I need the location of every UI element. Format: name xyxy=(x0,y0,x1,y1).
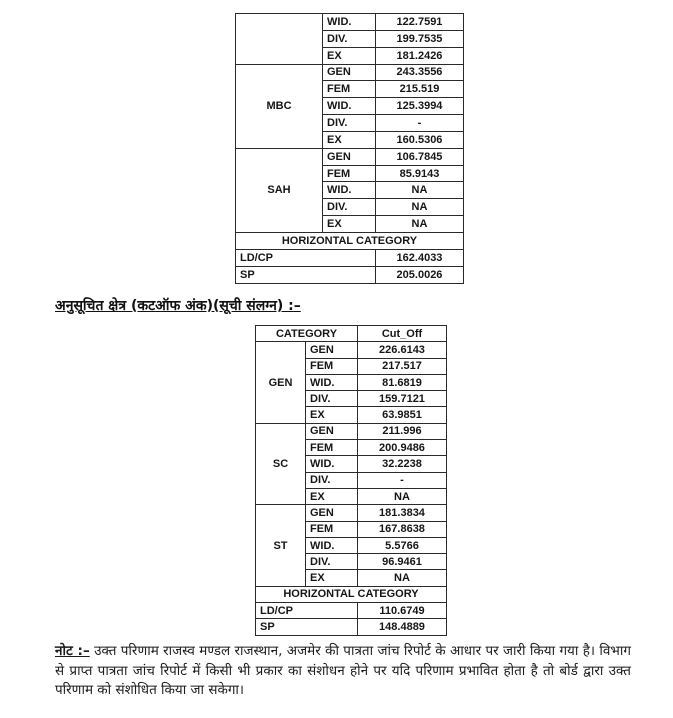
category-cell-st: ST xyxy=(256,505,306,586)
table-row xyxy=(236,14,464,31)
subcategory-cell: GEN xyxy=(323,64,376,81)
subcategory-cell: GEN xyxy=(306,423,358,439)
note-text: उक्त परिणाम राजस्व मण्डल राजस्थान, अजमेर की पात्रता जांच रिपोर्ट के आधार पर जारी किया गया है। विभाग से प्राप्त पात्रता जांच रिपोर्ट में किसी भी प्रकार का संशोधन होने पर यदि परिणाम प्रभावित होता है तो बोर्ड द्वारा उक्त परिणाम को संशोधित किया जा सकेगा। xyxy=(55,643,631,698)
value-cell: NA xyxy=(358,488,447,504)
value-cell: 81.6819 xyxy=(358,374,447,390)
category-cell-sah: SAH xyxy=(236,148,323,232)
subcategory-cell: EX xyxy=(323,131,376,148)
subcategory-cell: WID. xyxy=(306,456,358,472)
subcategory-cell: EX xyxy=(323,216,376,233)
subcategory-cell: EX xyxy=(323,47,376,64)
horizontal-label-cell: LD/CP xyxy=(236,249,376,266)
subcategory-cell: DIV. xyxy=(323,30,376,47)
table-row xyxy=(256,423,447,439)
value-cell: 63.9851 xyxy=(358,407,447,423)
value-cell: 215.519 xyxy=(376,81,464,98)
subcategory-cell: FEM xyxy=(306,521,358,537)
subcategory-cell: WID. xyxy=(323,14,376,31)
value-cell: 148.4889 xyxy=(358,619,447,635)
value-cell: 199.7535 xyxy=(376,30,464,47)
value-cell: 167.8638 xyxy=(358,521,447,537)
value-cell: 217.517 xyxy=(358,358,447,374)
value-cell: 205.0026 xyxy=(376,266,464,283)
value-cell: NA xyxy=(376,216,464,233)
subcategory-cell: WID. xyxy=(323,182,376,199)
value-cell: 125.3994 xyxy=(376,98,464,115)
horizontal-label-cell: LD/CP xyxy=(256,603,358,619)
value-cell: 181.2426 xyxy=(376,47,464,64)
table-row xyxy=(256,342,447,358)
subcategory-cell: FEM xyxy=(323,81,376,98)
value-cell: - xyxy=(376,115,464,132)
subcategory-cell: FEM xyxy=(306,358,358,374)
value-cell: NA xyxy=(376,182,464,199)
subcategory-cell: DIV. xyxy=(323,115,376,132)
value-cell: 200.9486 xyxy=(358,440,447,456)
subcategory-cell: DIV. xyxy=(323,199,376,216)
subcategory-cell: DIV. xyxy=(306,391,358,407)
note-paragraph xyxy=(55,642,631,701)
cutoff-column-header: Cut_Off xyxy=(358,326,447,342)
subcategory-cell: GEN xyxy=(306,342,358,358)
category-cell-sc: SC xyxy=(256,423,306,504)
horizontal-category-header: HORIZONTAL CATEGORY xyxy=(236,232,464,249)
value-cell: 226.6143 xyxy=(358,342,447,358)
cutoff-table-upper xyxy=(235,13,464,284)
horizontal-category-header: HORIZONTAL CATEGORY xyxy=(256,586,447,602)
value-cell: 159.7121 xyxy=(358,391,447,407)
table-row xyxy=(236,232,464,249)
table-row xyxy=(256,505,447,521)
subcategory-cell: WID. xyxy=(306,374,358,390)
value-cell: 5.5766 xyxy=(358,537,447,553)
horizontal-label-cell: SP xyxy=(236,266,376,283)
category-cell-mbc: MBC xyxy=(236,64,323,148)
subcategory-cell: GEN xyxy=(323,148,376,165)
section-heading: अनुसूचित क्षेत्र (कटऑफ अंक)(सूची संलग्न) :– xyxy=(55,298,301,314)
subcategory-cell: FEM xyxy=(323,165,376,182)
table-row xyxy=(236,148,464,165)
value-cell: 243.3556 xyxy=(376,64,464,81)
value-cell: 106.7845 xyxy=(376,148,464,165)
value-cell: 85.9143 xyxy=(376,165,464,182)
value-cell: NA xyxy=(358,570,447,586)
subcategory-cell: DIV. xyxy=(306,472,358,488)
subcategory-cell: GEN xyxy=(306,505,358,521)
table-row xyxy=(256,619,447,635)
value-cell: 181.3834 xyxy=(358,505,447,521)
value-cell: - xyxy=(358,472,447,488)
table-row xyxy=(236,266,464,283)
subcategory-cell: WID. xyxy=(306,537,358,553)
table-row xyxy=(256,586,447,602)
table-row xyxy=(256,603,447,619)
horizontal-label-cell: SP xyxy=(256,619,358,635)
category-column-header: CATEGORY xyxy=(256,326,358,342)
value-cell: 160.5306 xyxy=(376,131,464,148)
table-header-row xyxy=(256,326,447,342)
subcategory-cell: EX xyxy=(306,407,358,423)
value-cell: 211.996 xyxy=(358,423,447,439)
value-cell: NA xyxy=(376,199,464,216)
value-cell: 32.2238 xyxy=(358,456,447,472)
value-cell: 162.4033 xyxy=(376,249,464,266)
value-cell: 110.6749 xyxy=(358,603,447,619)
subcategory-cell: EX xyxy=(306,488,358,504)
subcategory-cell: FEM xyxy=(306,440,358,456)
value-cell: 122.7591 xyxy=(376,14,464,31)
subcategory-cell: WID. xyxy=(323,98,376,115)
subcategory-cell: DIV. xyxy=(306,554,358,570)
value-cell: 96.9461 xyxy=(358,554,447,570)
cutoff-table-scheduled-area xyxy=(255,325,447,636)
table-row xyxy=(236,249,464,266)
note-label: नोट :– xyxy=(55,643,90,659)
table-row xyxy=(236,64,464,81)
subcategory-cell: EX xyxy=(306,570,358,586)
category-cell-gen: GEN xyxy=(256,342,306,423)
category-cell xyxy=(236,14,323,65)
